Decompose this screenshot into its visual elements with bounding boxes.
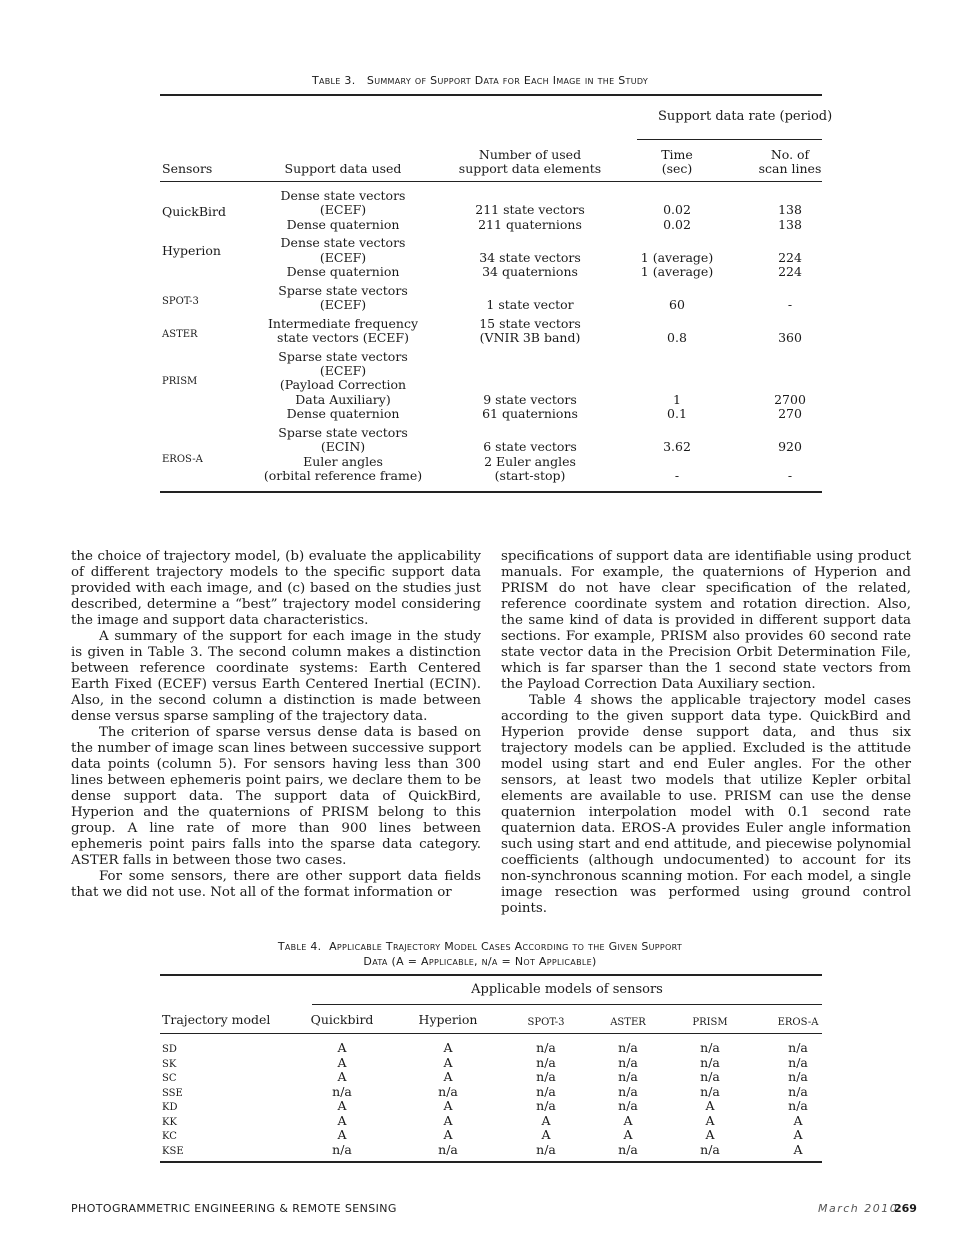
table3-scanlines-cell: 224: [778, 249, 802, 265]
table3-support-cell: Sparse state vectors: [278, 348, 408, 364]
table4-value-cell: A: [623, 1112, 633, 1128]
table3-top-rule: [160, 94, 822, 96]
table4-value-cell: n/a: [618, 1141, 638, 1157]
table4-value-cell: A: [337, 1112, 347, 1128]
paragraph: Table 4 shows the applicable trajectory model cases according to the given support data type. QuickBird and Hyperion provide dense support data, and thus six trajectory models can be applied. Excluded is the attitude model using start and end Euler angles. For the other sensors, at least two models that utilize Kepler orbital elements are available to use. PRISM can use the dense quaternion interpolation model with 0.1 second rate quaternion data. EROS-A provides Euler angle information such using start and end attitude, and piecewise polynomial coefficients (although undocumented) to account for its non-synchronous scanning motion. For each model, a single image resection was performed using ground control points.: [501, 693, 911, 916]
table4-value-cell: n/a: [332, 1141, 352, 1157]
table4-bottom-rule: [160, 1161, 822, 1163]
table4-model-cell: KSE: [162, 1145, 184, 1157]
footer-page: 269: [894, 1202, 917, 1215]
table4-value-cell: n/a: [788, 1040, 808, 1055]
table3-header-time1: Time: [661, 147, 693, 162]
table3-support-cell: (ECIN): [320, 439, 366, 455]
table3-time-cell: 0.8: [667, 330, 687, 345]
table3-support-cell: Intermediate frequency: [267, 315, 419, 331]
table4-value-cell: n/a: [788, 1098, 808, 1113]
table3-scanlines-cell: 270: [778, 406, 802, 422]
table4-header-rule: [160, 1033, 822, 1034]
table4-value-cell: n/a: [700, 1054, 720, 1070]
body-left-column: [71, 549, 481, 901]
table4-value-cell: n/a: [618, 1083, 638, 1099]
table4-model-cell: SD: [162, 1044, 177, 1055]
table3-elements-cell: 2 Euler angles: [484, 453, 576, 469]
table4-column-header: Quickbird: [310, 1012, 374, 1027]
table3-sensor: PRISM: [162, 376, 198, 387]
table3-support-cell: (Payload Correction: [279, 377, 407, 393]
table4-value-cell: n/a: [536, 1098, 556, 1113]
table4-value-cell: n/a: [788, 1054, 808, 1070]
table3-support-cell: (ECEF): [319, 362, 367, 378]
table4-value-cell: A: [623, 1127, 633, 1142]
table3-caption: Table 3. Summary of Support Data for Each Image in the Study: [311, 74, 649, 87]
table3-scanlines-cell: 920: [778, 439, 802, 455]
table3-time-cell: 0.02: [663, 202, 691, 218]
table3-scanlines-cell: 138: [778, 216, 802, 232]
table4-column-header: SPOT-3: [527, 1017, 565, 1028]
table4-value-cell: A: [793, 1127, 803, 1142]
table3-header-scan2: scan lines: [758, 161, 822, 176]
table3-scanlines-cell: 224: [778, 264, 802, 280]
paragraph: the choice of trajectory model, (b) evaluate the applicability of different trajectory models to the specific support data provided with each image, and (c) based on the studies just described, determine a “best” trajectory model considering the image and support data characteristics.: [71, 549, 481, 628]
table3-support-cell: state vectors (ECEF): [277, 330, 409, 345]
table3-elements-cell: 211 quaternions: [478, 216, 582, 232]
table3-sensor: SPOT-3: [162, 296, 199, 307]
table3-support-cell: Dense quaternion: [286, 264, 400, 280]
table3-support-cell: (ECEF): [319, 297, 367, 313]
table4-value-cell: A: [337, 1098, 347, 1113]
table3-support-cell: (ECEF): [319, 249, 367, 265]
table4-value-cell: A: [443, 1054, 453, 1070]
table4-value-cell: n/a: [618, 1069, 638, 1084]
table3-support-cell: Dense state vectors: [280, 235, 406, 251]
table4-value-cell: A: [443, 1127, 453, 1142]
table3-group-rule: [637, 139, 822, 140]
table3-elements-cell: 15 state vectors: [479, 315, 581, 331]
table4-model-cell: KD: [162, 1102, 178, 1113]
table3-elements-cell: 6 state vectors: [483, 439, 577, 455]
table4-column-header: EROS-A: [777, 1017, 819, 1028]
table3-sensor: QuickBird: [162, 204, 227, 219]
table4-value-cell: n/a: [536, 1141, 556, 1157]
paragraph: A summary of the support for each image in the study is given in Table 3. The second column makes a distinction between reference coordinate systems: Earth Centered Earth Fixed (ECEF) versus Earth Centered Inertial (ECIN). Also, in the second column a distinction is made between dense versus sparse sampling of the trajectory data.: [71, 629, 481, 724]
table3-elements-cell: 9 state vectors: [483, 391, 577, 407]
table4-value-cell: A: [793, 1112, 803, 1128]
footer-journal: PHOTOGRAMMETRIC ENGINEERING & REMOTE SENSING: [71, 1202, 397, 1215]
table4-column-header: Hyperion: [418, 1012, 478, 1027]
paragraph: For some sensors, there are other support data fields that we did not use. Not all of the format information or: [71, 869, 481, 900]
table4-value-cell: n/a: [618, 1040, 638, 1055]
table4-value-cell: n/a: [536, 1069, 556, 1084]
table4-value-cell: A: [443, 1040, 453, 1055]
table4-model-cell: KK: [162, 1116, 177, 1128]
table3-time-cell: -: [674, 468, 680, 484]
table3-time-cell: 60: [669, 297, 685, 313]
table3-header-rule: [160, 181, 822, 182]
table4-column-header: ASTER: [610, 1017, 646, 1028]
table3-header-time2: (sec): [661, 161, 693, 176]
table4-value-cell: n/a: [536, 1040, 556, 1055]
table4-value-cell: n/a: [536, 1054, 556, 1070]
table3-scanlines-cell: 2700: [774, 391, 806, 407]
table3-elements-cell: (VNIR 3B band): [479, 330, 581, 345]
table4-value-cell: n/a: [438, 1141, 458, 1157]
table4-value-cell: A: [705, 1098, 715, 1113]
table3-support-cell: Dense quaternion: [286, 406, 400, 422]
body-right-column: [501, 549, 911, 917]
table3-scanlines-cell: 360: [778, 330, 802, 345]
table4-model-cell: SC: [162, 1073, 177, 1084]
table3-bottom-rule: [160, 491, 822, 493]
table3-support-cell: Sparse state vectors: [278, 282, 408, 298]
table3-support-cell: Data Auxiliary): [295, 391, 391, 407]
table3-scanlines-cell: 138: [778, 202, 802, 218]
table3-scanlines-cell: -: [787, 468, 793, 484]
table3-elements-cell: (start-stop): [494, 468, 566, 484]
table4-group-header: Applicable models of sensors: [471, 982, 663, 997]
table4-value-cell: n/a: [438, 1083, 458, 1099]
table3-elements-cell: 34 state vectors: [479, 249, 581, 265]
table4-value-cell: A: [443, 1069, 453, 1084]
table4-value-cell: n/a: [618, 1054, 638, 1070]
table4-value-cell: A: [443, 1112, 453, 1128]
table3-time-cell: 1 (average): [640, 264, 714, 280]
table4-value-cell: A: [443, 1098, 453, 1113]
table3-time-cell: 3.62: [663, 439, 691, 455]
table3-support-cell: Dense quaternion: [286, 216, 400, 232]
table3-header-support: Support data used: [284, 161, 402, 176]
table4-value-cell: A: [541, 1112, 551, 1128]
table4-value-cell: A: [793, 1141, 803, 1157]
table4-model-cell: SK: [162, 1058, 177, 1070]
table4-value-cell: n/a: [700, 1069, 720, 1084]
table4-value-cell: n/a: [700, 1083, 720, 1099]
table3-support-cell: (orbital reference frame): [263, 468, 423, 484]
table3-elements-cell: 1 state vector: [486, 297, 574, 313]
table4-value-cell: A: [337, 1069, 347, 1084]
table3-elements-cell: 211 state vectors: [475, 202, 585, 218]
table3-header-scan1: No. of: [770, 147, 810, 162]
table4-model-cell: KC: [162, 1131, 177, 1142]
paragraph: The criterion of sparse versus dense data is based on the number of image scan lines between successive support data points (column 5). For sensors having less than 300 lines between ephemeris point pairs, we declare them to be dense support data. The support data of QuickBird, Hyperion and the quaternions of PRISM belong to this group. A line rate of more than 900 lines between ephemeris point pairs falls into the sparse data category. ASTER falls in between those two cases.: [71, 725, 481, 868]
table3-header-sensors: Sensors: [162, 161, 213, 176]
table3-elements-cell: 34 quaternions: [482, 264, 578, 280]
table3-header-num2: support data elements: [458, 161, 602, 176]
table4-value-cell: A: [705, 1112, 715, 1128]
table4-top-rule: [160, 974, 822, 976]
paragraph: specifications of support data are identifiable using product manuals. For example, the quaternions of Hyperion and PRISM do not have clear specification of the related, reference coordinate system and rotation direction. Also, the same kind of data is provided in different support data sections. For example, PRISM also provides 60 second rate state vector data in the Precision Orbit Determination File, which is far sparser than the 1 second state vectors from the Payload Correction Data Auxiliary section.: [501, 549, 911, 692]
table4-value-cell: A: [337, 1127, 347, 1142]
table4-value-cell: A: [541, 1127, 551, 1142]
table3-support-cell: (ECEF): [319, 202, 367, 218]
table3-support-cell: Sparse state vectors: [278, 424, 408, 440]
table3-time-cell: 0.1: [667, 406, 687, 422]
footer-date: March 2010: [818, 1202, 899, 1215]
table4-group-rule: [312, 1004, 822, 1005]
table3-support-cell: Euler angles: [303, 453, 383, 469]
table4-caption: Table 4. Applicable Trajectory Model Cases According to the Given Support Data (A = Applicable, n/a = Not Applicable): [277, 940, 683, 968]
table4-value-cell: n/a: [700, 1040, 720, 1055]
table4-value-cell: n/a: [700, 1141, 720, 1157]
table3-sensor: EROS-A: [162, 454, 203, 465]
table4-column-header: PRISM: [692, 1017, 728, 1028]
table4-model-cell: SSE: [162, 1087, 183, 1099]
table4-value-cell: n/a: [788, 1083, 808, 1099]
table4-value-cell: n/a: [332, 1083, 352, 1099]
table3-scanlines-cell: -: [787, 297, 793, 313]
table4-value-cell: A: [337, 1040, 347, 1055]
table3-elements-cell: 61 quaternions: [482, 406, 578, 422]
table3-time-cell: 1: [673, 391, 681, 407]
table4-value-cell: n/a: [536, 1083, 556, 1099]
table3-sensor: Hyperion: [162, 243, 221, 258]
table3-time-cell: 0.02: [663, 216, 691, 232]
table3-group-header: Support data rate (period): [658, 109, 833, 124]
table3-header-num1: Number of used: [478, 147, 582, 162]
table3-support-cell: Dense state vectors: [280, 188, 406, 203]
table4-value-cell: A: [705, 1127, 715, 1142]
table3-sensor: ASTER: [162, 329, 198, 340]
table4-row-header: Trajectory model: [162, 1012, 271, 1027]
table4-value-cell: n/a: [788, 1069, 808, 1084]
table3-time-cell: 1 (average): [640, 249, 714, 265]
table4-value-cell: A: [337, 1054, 347, 1070]
table4-value-cell: n/a: [618, 1098, 638, 1113]
